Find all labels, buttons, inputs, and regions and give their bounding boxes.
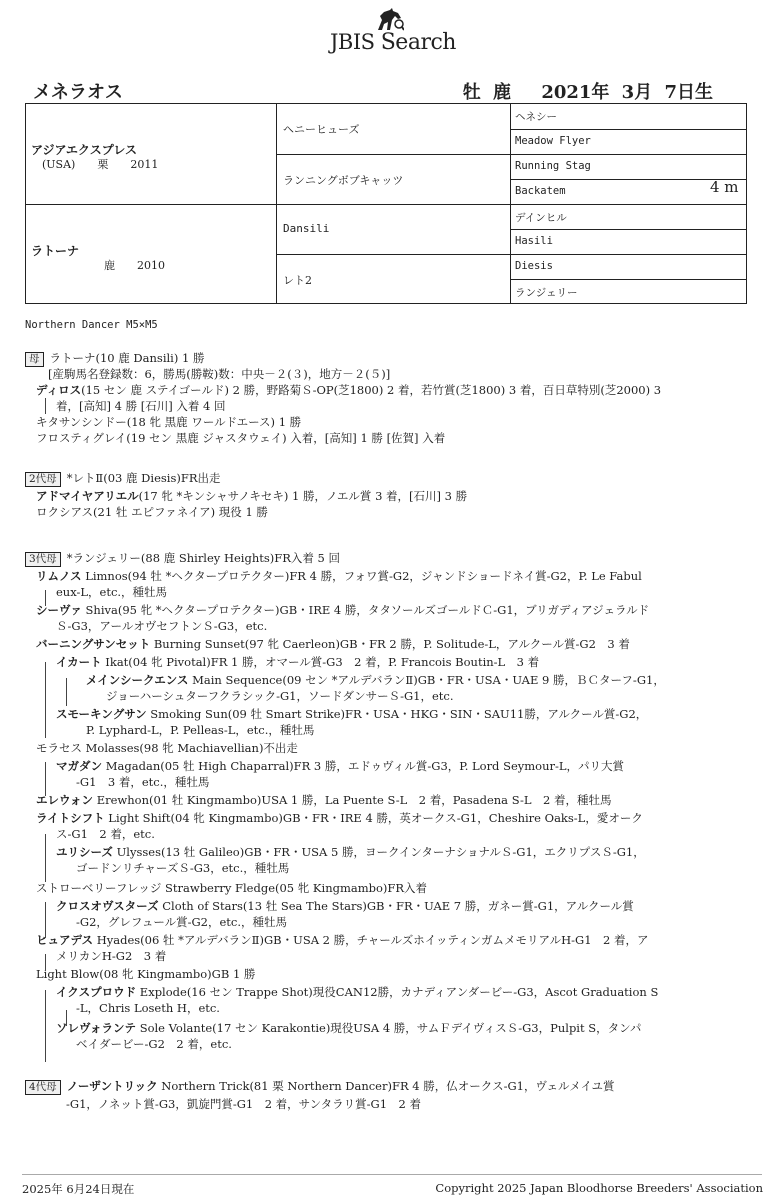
family-line [25, 350, 204, 367]
pedigree-gen2-cell [276, 204, 510, 254]
family-line-text: Light Blow(08 牝 Kingmambo)GB 1 勝 [36, 967, 256, 981]
family-line-text: [産駒馬名登録数：6，勝馬(勝鞍)数：中央－２(３)，地方－２(５)] [48, 367, 391, 381]
family-line [36, 504, 268, 520]
horse-link[interactable]: ノーザントリック [66, 1079, 158, 1093]
horse-name: メネラオス [33, 82, 123, 103]
horse-info: 牡 鹿 2021年 3月 7日生 [462, 82, 713, 103]
pedigree-sire-cell [26, 104, 276, 204]
horse-link[interactable]: エレウォン [36, 793, 94, 807]
family-line-text: Magadan(05 牡 High Chaparral)FR 3 勝，エドゥヴィル賞-G3，P. Lord Seymour-L，パリ大賞 [102, 759, 625, 773]
logo-text: JBIS [330, 30, 375, 54]
family-line [76, 860, 289, 876]
family-line [56, 618, 267, 634]
indent-bar [45, 662, 46, 738]
pedigree-gen3-name[interactable]: Running Stag [515, 160, 591, 172]
horse-link[interactable]: イカート [56, 655, 102, 669]
family-line-text: メリカンH-G2 3 着 [56, 949, 167, 963]
family-line [66, 1096, 421, 1112]
pedigree-gen3-name[interactable]: Backatem [515, 185, 566, 197]
indent-bar [45, 834, 46, 882]
inbreeding-note: Northern Dancer M5×M5 [25, 319, 158, 331]
horse-logo-icon [374, 8, 404, 32]
pedigree-gen3-cell [510, 254, 746, 279]
pedigree-gen2-cell [276, 254, 510, 304]
pedigree-gen2-name[interactable]: ランニングボブキャッツ [283, 174, 404, 187]
horse-link[interactable]: マガダン [56, 759, 103, 773]
family-line-text: -G2，グレフュール賞-G2，etc.，種牡馬 [76, 915, 287, 929]
family-line [106, 688, 454, 704]
indent-bar [45, 954, 46, 970]
family-line-text: *レトⅡ(03 鹿 Diesis)FR出走 [66, 471, 221, 485]
family-line-text: Sole Volante(17 セン Karakontie)現役USA 4 勝，サムＦデイヴィスＳ-G3，Pulpit S，タンパ [136, 1021, 642, 1035]
horse-link[interactable]: ソレヴォランテ [56, 1021, 137, 1035]
pedigree-gen3-name[interactable]: Diesis [515, 260, 553, 272]
family-line [36, 810, 643, 826]
family-line [36, 932, 648, 948]
pedigree-gen2-name[interactable]: レト2 [283, 274, 312, 287]
family-line-text: (17 牝 *キンシャサノキセキ) 1 勝，ノエル賞 3 着，[石川] 3 勝 [138, 489, 468, 503]
pedigree-gen3-cell [510, 204, 746, 229]
family-line [56, 398, 226, 414]
pedigree-gen3-cell [510, 279, 746, 304]
family-line [36, 430, 445, 446]
family-line-text: フロスティグレイ(19 セン 黒鹿 ジャスタウェイ) 入着，[高知] 1 勝 [佐賀] 入着 [36, 431, 446, 445]
family-line [76, 774, 209, 790]
family-line-text: キタサンシンドー(18 牝 黒鹿 ワールドエース) 1 勝 [36, 415, 302, 429]
logo-text-2: Search [380, 30, 456, 55]
family-number: 4 m [710, 178, 739, 196]
generation-tag: 母 [25, 352, 44, 367]
family-line [56, 584, 167, 600]
family-line-text: Shiva(95 牝 *ヘクタープロテクター)GB・IRE 4 勝，タタソールズゴールドＣ-G1，ブリガディアジェラルド [81, 603, 650, 617]
family-line-text: ゴードンリチャーズＳ-G3，etc.，種牡馬 [76, 861, 290, 875]
pedigree-gen3-name[interactable]: Meadow Flyer [515, 135, 591, 147]
horse-link[interactable]: イクスプロウド [56, 985, 137, 999]
family-line [56, 826, 155, 842]
family-line-text: Light Shift(04 牝 Kingmambo)GB・FR・IRE 4 勝，英オークス-G1，Cheshire Oaks-L，愛オーク [104, 811, 643, 825]
pedigree-gen3-cell [510, 229, 746, 254]
dam-sub: 鹿 2010 [104, 259, 165, 272]
family-line [36, 414, 301, 430]
dam-name[interactable]: ラトーナ [31, 244, 80, 258]
family-line-text: ロクシアス(21 牡 エピファネイア) 現役 1 勝 [36, 505, 268, 519]
family-line [86, 722, 314, 738]
footer-copyright: Copyright 2025 Japan Bloodhorse Breeders' Association [435, 1181, 763, 1195]
family-line-text: ジョーハーシュターフクラシック-G1，ソードダンサーＳ-G1，etc. [106, 689, 454, 703]
pedigree-gen3-cell [510, 154, 746, 179]
family-line-text: -L，Chris Loseth H，etc. [76, 1001, 220, 1015]
title-row [25, 74, 747, 104]
indent-bar [45, 762, 46, 796]
family-line [36, 382, 661, 398]
family-line-text: Smoking Sun(09 牡 Smart Strike)FR・USA・HKG・SIN・SAU11勝，アルクール賞-G2， [146, 707, 648, 721]
pedigree-gen3-name[interactable]: Hasili [515, 235, 553, 247]
footer-date: 2025年 6月24日現在 [22, 1182, 135, 1196]
pedigree-gen2-cell [276, 154, 510, 204]
horse-link[interactable]: ユリシーズ [56, 845, 113, 859]
pedigree-dam-cell [26, 204, 276, 304]
family-line [36, 792, 611, 808]
family-line-text: *ランジェリー(88 鹿 Shirley Heights)FR入着 5 回 [66, 551, 341, 565]
family-line-text: -G1 3 着，etc.，種牡馬 [76, 775, 210, 789]
horse-link[interactable]: バーニングサンセット [36, 637, 151, 651]
sire-name[interactable]: アジアエクスプレス [31, 143, 137, 157]
family-line [25, 550, 340, 567]
indent-bar [45, 398, 46, 414]
family-line [36, 488, 467, 504]
family-line [76, 1036, 232, 1052]
family-line-text: Limnos(94 牡 *ヘクタープロテクター)FR 4 勝，フォワ賞-G2，ジャンドショードネイ賞-G2，P. Le Fabul [81, 569, 642, 583]
family-line-text: Northern Trick(81 栗 Northern Dancer)FR 4 勝，仏オークス-G1，ヴェルメイユ賞 [157, 1079, 615, 1093]
family-line [76, 1000, 220, 1016]
horse-link[interactable]: リムノス [36, 569, 82, 583]
generation-tag: 3代母 [25, 552, 61, 567]
indent-bar [66, 678, 67, 706]
indent-bar [66, 1010, 67, 1026]
family-line-text: -G1，ノネット賞-G3，凱旋門賞-G1 2 着，サンタラリ賞-G1 2 着 [66, 1097, 422, 1111]
family-line-text: ストローベリーフレッジ Strawberry Fledge(05 牝 Kingmambo)FR入着 [36, 881, 428, 895]
pedigree-gen2-cell [276, 104, 510, 154]
family-line [56, 898, 634, 914]
sire-sub: (USA) 栗 2011 [42, 158, 159, 171]
family-line-text: ラトーナ(10 鹿 Dansili) 1 勝 [49, 351, 205, 365]
family-line [25, 1078, 615, 1095]
horse-link[interactable]: ヒュアデス [36, 933, 94, 947]
family-line-text: Erewhon(01 牡 Kingmambo)USA 1 勝，La Puente S-L 2 着，Pasadena S-L 2 着，種牡馬 [93, 793, 612, 807]
indent-bar [45, 902, 46, 938]
family-line [86, 672, 665, 688]
family-line [56, 948, 166, 964]
generation-tag: 4代母 [25, 1080, 61, 1095]
horse-link[interactable]: シーヴァ [36, 603, 82, 617]
family-line [56, 844, 645, 860]
family-line [36, 636, 630, 652]
family-line-text: Main Sequence(09 セン *アルデバランⅡ)GB・FR・USA・UAE 9 勝，ＢＣターフ-G1， [188, 673, 665, 687]
family-line [76, 914, 287, 930]
family-line [48, 366, 390, 382]
family-line-text: P. Lyphard-L，P. Pelleas-L，etc.，種牡馬 [86, 723, 315, 737]
family-line [36, 966, 255, 982]
indent-bar [45, 990, 46, 1062]
horse-link[interactable]: アドマイヤアリエル [36, 489, 139, 503]
pedigree-table [25, 104, 747, 304]
pedigree-gen3-name[interactable]: ヘネシー [515, 111, 557, 123]
family-line [36, 880, 427, 896]
horse-link[interactable]: メインシークエンス [86, 673, 189, 687]
family-line [25, 470, 221, 487]
horse-link[interactable]: ディロス [36, 383, 82, 397]
family-line [56, 706, 647, 722]
horse-link[interactable]: ライトシフト [36, 811, 105, 825]
footer-divider [22, 1174, 762, 1175]
family-line-text: eux-L，etc.，種牡馬 [56, 585, 168, 599]
horse-link[interactable]: スモーキングサン [56, 707, 147, 721]
pedigree-gen2-name[interactable]: ヘニーヒューズ [283, 123, 360, 136]
family-line [36, 740, 298, 756]
family-line-text: Ｓ-G3，アールオヴセフトンＳ-G3，etc. [56, 619, 268, 633]
pedigree-gen3-name[interactable]: デインヒル [515, 212, 567, 224]
family-line [36, 568, 642, 584]
family-line [56, 1020, 641, 1036]
family-line-text: Burning Sunset(97 牝 Caerleon)GB・FR 2 勝，P. Solitude-L，アルクール賞-G2 3 着 [150, 637, 630, 651]
family-line [36, 602, 649, 618]
family-line-text: 着，[高知] 4 勝 [石川] 入着 4 回 [56, 399, 226, 413]
family-line-text: Ulysses(13 牡 Galileo)GB・FR・USA 5 勝，ヨークインターナショナルＳ-G1，エクリプスＳ-G1， [112, 845, 645, 859]
family-line-text: (15 セン 鹿 ステイゴールド) 2 勝，野路菊Ｓ-OP(芝1800) 2 着，若竹賞(芝1800) 3 着，百日草特別(芝2000) 3 [81, 383, 662, 397]
family-line-text: モラセス Molasses(98 牝 Machiavellian)不出走 [36, 741, 298, 755]
pedigree-gen3-cell [510, 129, 746, 154]
indent-bar [45, 590, 46, 606]
pedigree-gen3-cell [510, 104, 746, 129]
pedigree-gen3-name[interactable]: ランジェリー [515, 287, 578, 299]
family-line-text: Explode(16 セン Trappe Shot)現役CAN12勝，カナディアンダービー-G3，Ascot Graduation S [136, 985, 659, 999]
jbis-search-logo[interactable] [300, 8, 475, 54]
generation-tag: 2代母 [25, 472, 61, 487]
horse-link[interactable]: クロスオヴスターズ [56, 899, 159, 913]
family-line-text: Cloth of Stars(13 牡 Sea The Stars)GB・FR・UAE 7 勝，ガネー賞-G1，アルクール賞 [158, 899, 634, 913]
family-line-text: ス-G1 2 着，etc. [56, 827, 155, 841]
pedigree-gen2-name[interactable]: Dansili [283, 222, 330, 235]
family-line-text: Ikat(04 牝 Pivotal)FR 1 勝，オマール賞-G3 2 着，P. Francois Boutin-L 3 着 [101, 655, 540, 669]
family-line-text: ベイダービー-G2 2 着，etc. [76, 1037, 232, 1051]
family-line-text: Hyades(06 牡 *アルデバランⅡ)GB・USA 2 勝，チャールズホイッティンガムメモリアルH-G1 2 着，ア [93, 933, 649, 947]
family-line [56, 654, 539, 670]
family-line [56, 984, 658, 1000]
family-line [56, 758, 624, 774]
